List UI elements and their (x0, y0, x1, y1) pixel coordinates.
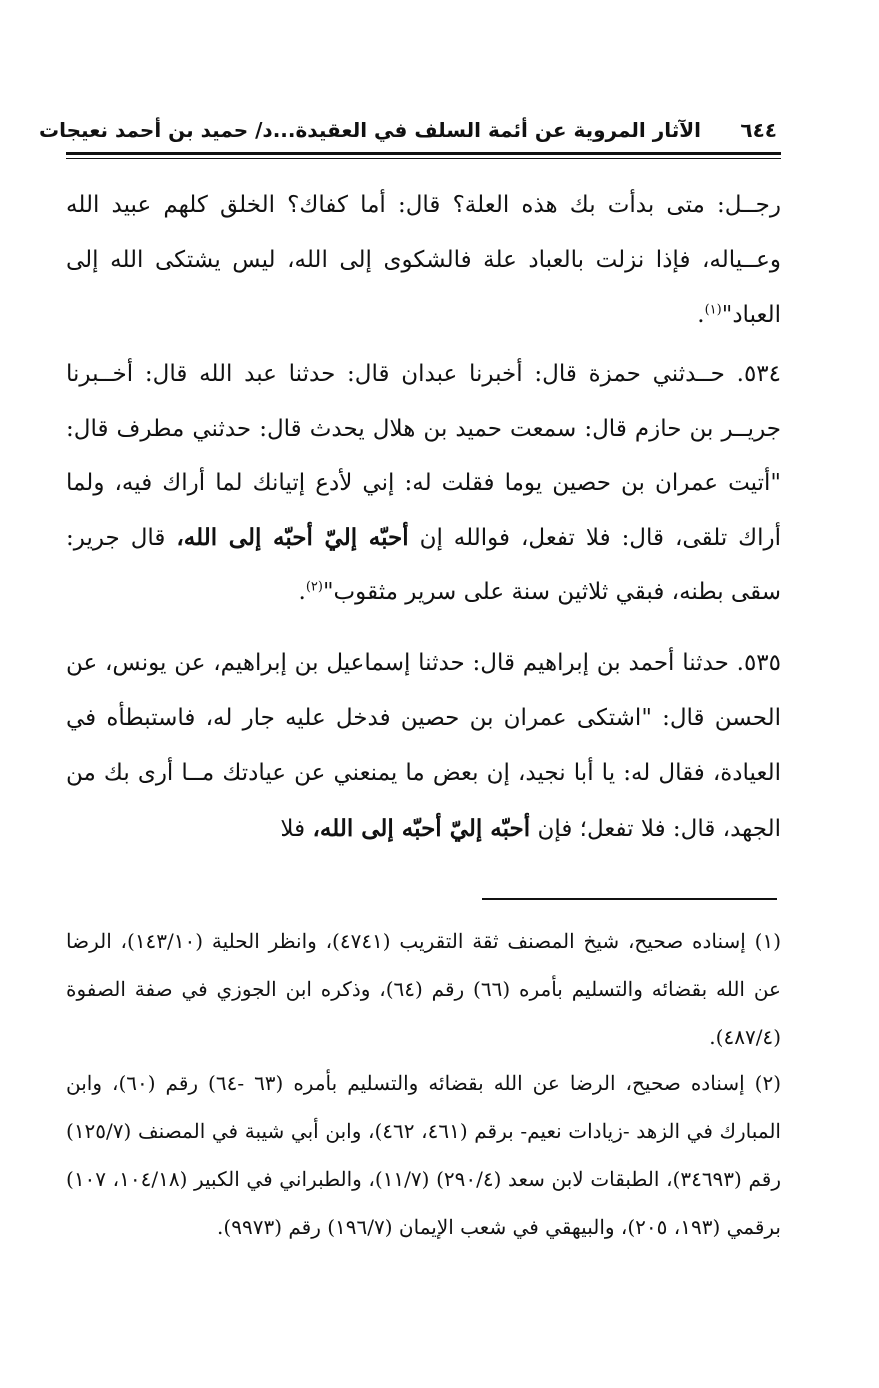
footnote-1: (١) إسناده صحيح، شيخ المصنف ثقة التقريب (٤٧٤١)، وانظر الحلية (١٤٣/١٠)، الرضا عن الله بقضائه والتسليم بأمره (٦٦) رقم (٦٤)، وذكره ابن الجوزي في صفة الصفوة (٤٨٧/٤). (66, 929, 781, 1049)
paragraph-1-text: رجــل: متى بدأت بك هذه العلة؟ قال: أما كفاك؟ الخلق كلهم عبيد الله وعــياله، فإذا نزلت بالعباد علة فالشكوى إلى الله، ليس يشتكى الله إلى العباد" (66, 192, 781, 328)
paragraph-534-bold: أحبّه إليّ أحبّه إلى الله، (176, 523, 409, 551)
footnote-ref-2: (٢) (305, 579, 323, 595)
paragraph-534-text-2: قال جرير: سقى بطنه، فبقي ثلاثين سنة على سرير مثقوب" (66, 524, 781, 605)
paragraph-1 (66, 178, 781, 343)
paragraph-534 (66, 347, 781, 620)
footnote-2: (٢) إسناده صحيح، الرضا عن الله بقضائه والتسليم بأمره (٦٣ -٦٤) رقم (٦٠)، وابن المبارك في الزهد -زيادات نعيم- برقم (٤٦١، ٤٦٢)، وابن أبي شيبة في المصنف (١٢٥/٧) رقم (٣٤٦٩٣)، الطبقات لابن سعد (٢٩٠/٤) (١١/٧)، والطبراني في الكبير (١٠٤/١٨، ١٠٧) برقمي (١٩٣، ٢٠٥)، والبيهقي في شعب الإيمان (١٩٦/٧) رقم (٩٩٧٣). (66, 1071, 781, 1239)
footnote-separator (482, 898, 777, 900)
header-rule-thin (66, 158, 781, 159)
footnote-ref-1: (١) (704, 302, 722, 318)
page-number: ٦٤٤ (740, 118, 777, 142)
running-title: الآثار المروية عن أئمة السلف في العقيدة...د/ حميد بن أحمد نعيجات (39, 118, 701, 142)
paragraph-535-bold: أحبّه إليّ أحبّه إلى الله، (312, 815, 531, 842)
paragraph-535-text-2: فلا (280, 816, 306, 842)
running-header (39, 112, 781, 148)
paragraph-1-end: . (697, 302, 705, 328)
paragraph-534-end: . (298, 579, 306, 605)
paragraph-534-text: ٥٣٤. حــدثني حمزة قال: أخبرنا عبدان قال: حدثنا عبد الله قال: أخــبرنا جريــر بن حازم قال: سمعت حميد بن هلال يحدث قال: حدثني مطرف قال: "أتيت عمران بن حصين يوما فقلت له: إني لأدع إتيانك لما أراك فيه، ولما أراك تلقى، قال: فلا تفعل، فوالله إن (66, 361, 782, 551)
paragraph-535 (66, 636, 781, 857)
paragraph-535-text: ٥٣٥. حدثنا أحمد بن إبراهيم قال: حدثنا إسماعيل بن إبراهيم، عن يونس، عن الحسن قال: "اشتكى عمران بن حصين فدخل عليه جار له، فاستبطأه في العيادة، فقال له: يا أبا نجيد، إن بعض ما يمنعني عن عيادتك مــا أرى بك من الجهد، قال: فلا تفعل؛ فإن (66, 650, 781, 842)
header-rule-thick (66, 152, 781, 155)
